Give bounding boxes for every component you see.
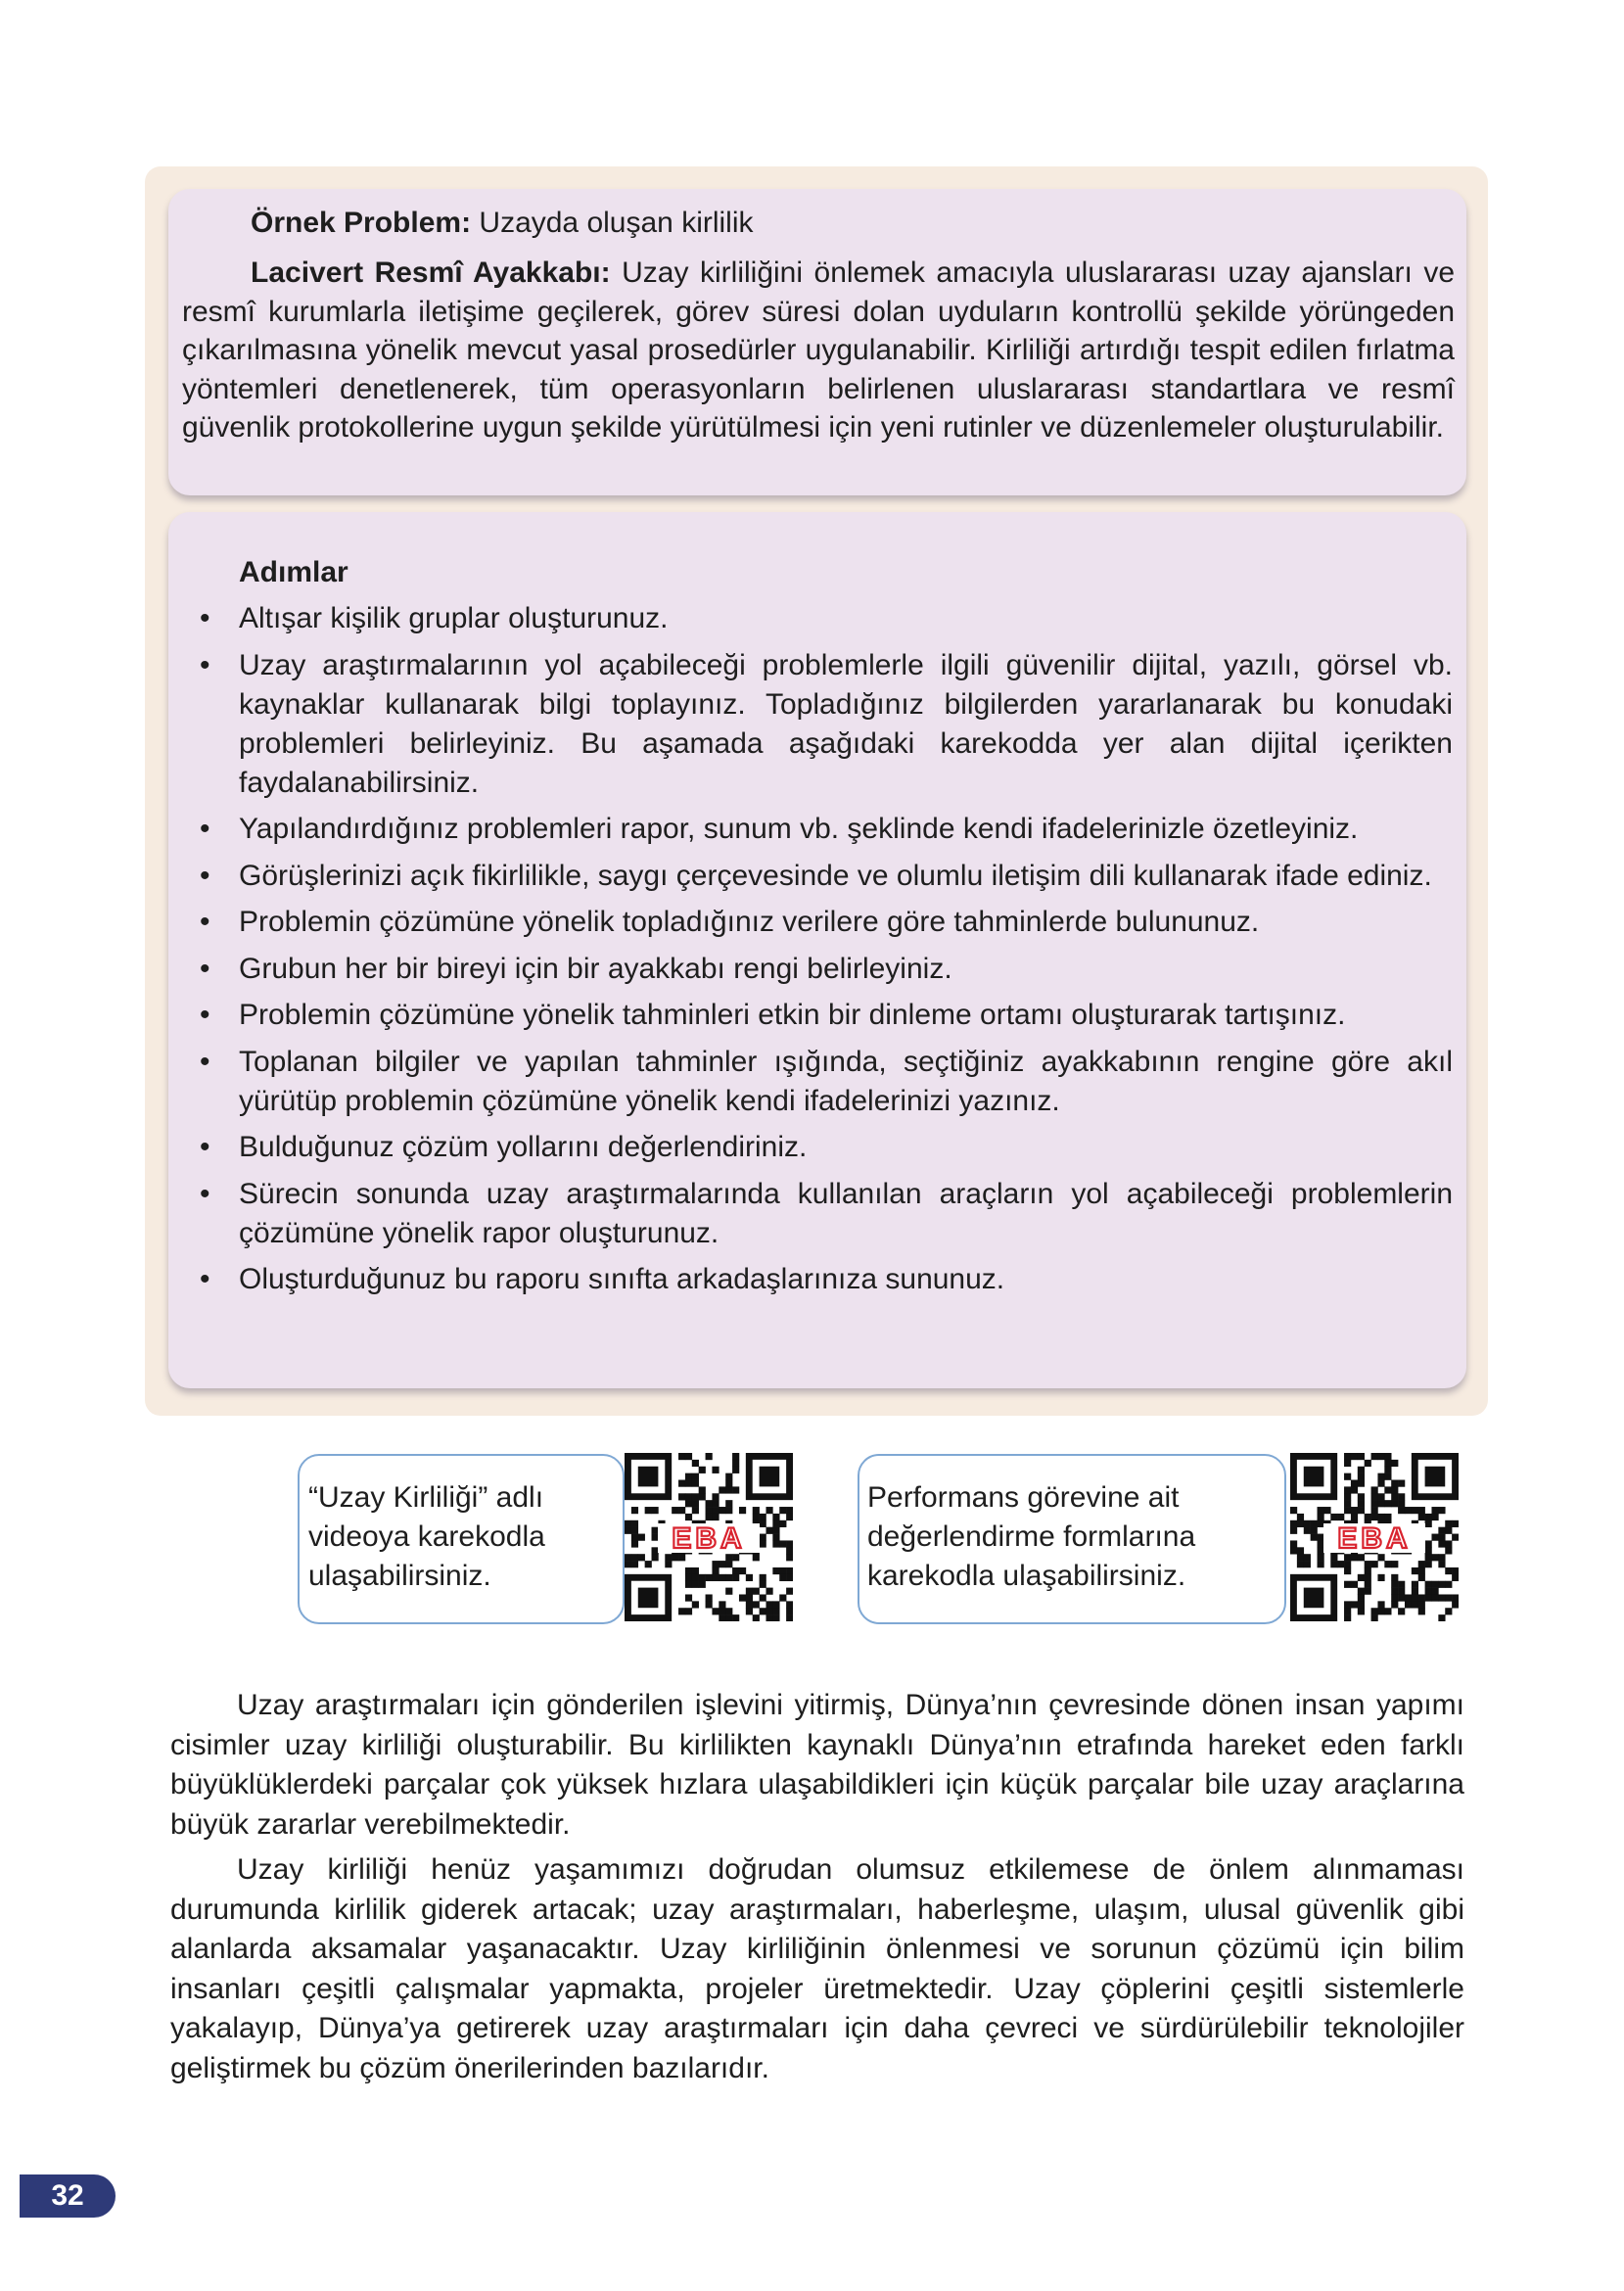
bullet-icon: • [200, 1263, 210, 1295]
bullet-icon: • [200, 999, 210, 1031]
step-text: Altışar kişilik gruplar oluşturunuz. [239, 602, 669, 634]
steps-title: Adımlar [239, 556, 348, 588]
step-item [200, 996, 1453, 1035]
qr-card-video-text: “Uzay Kirliliği” adlı videoya karekodla ulaşabilirsiniz. [308, 1481, 545, 1592]
step-item [200, 599, 1453, 638]
steps-list [200, 599, 1453, 1307]
bullet-icon: • [200, 906, 210, 938]
eba-badge-text: EBA [1337, 1522, 1412, 1555]
step-item [200, 1043, 1453, 1121]
step-text: Toplanan bilgiler ve yapılan tahminler ışığında, seçtiğiniz ayakkabının rengine göre akıl yürütüp problemin çözümüne yönelik kendi ifadelerinizi yazınız. [239, 1045, 1453, 1117]
eba-badge-text: EBA [672, 1522, 746, 1555]
bullet-icon: • [200, 813, 210, 845]
step-item [200, 1260, 1453, 1299]
bullet-icon: • [200, 648, 210, 681]
example-problem-title [182, 204, 1455, 243]
step-item [200, 810, 1453, 849]
step-item [200, 1175, 1453, 1253]
shoe-label: Lacivert Resmî Ayakkabı: [251, 257, 611, 289]
shoe-text: Uzay kirliliğini önlemek amacıyla uluslararası uzay ajansları ve resmî kurumlarla iletişime geçilerek, görev süresi dolan uyduların kontrollü şekilde yörüngeden çıkarılmasına yönelik mevcut yasal prosedürler uygulanabilir. Kirliliği artırdığı tespit edilen fırlatma yöntemleri denetlenerek, tüm operasyonların belirlenen uluslararası standartlara ve resmî güvenlik protokollerine uygun şekilde yürütülmesi için yeni rutinler ve düzenlemeler oluşturulabilir. [182, 257, 1456, 444]
qr-code-forms[interactable] [1290, 1453, 1459, 1621]
example-problem-text: Uzayda oluşan kirlilik [471, 207, 754, 239]
bullet-icon: • [200, 952, 210, 985]
step-text: Problemin çözümüne yönelik tahminleri etkin bir dinleme ortamı oluşturarak tartışınız. [239, 999, 1346, 1031]
step-text: Uzay araştırmalarının yol açabileceği problemlerle ilgili güvenilir dijital, yazılı, görsel vb. kaynaklar kullanarak bilgi toplayınız. Topladığınız bilgilerden yararlanarak bu konudaki problemleri belirleyiniz. Bu aşamada aşağıdaki karekodda yer alan dijital içerikten faydalanabilirsiniz. [239, 648, 1453, 799]
shoe-paragraph [182, 254, 1455, 447]
body-paragraph-1: Uzay araştırmaları için gönderilen işlevini yitirmiş, Dünya’nın çevresinde dönen insan yapımı cisimler uzay kirliliği oluşturabilir. Bu kirlilikten kaynaklı Dünya’nın etrafında hareket eden farklı büyüklüklerdeki parçalar çok yüksek hızlara ulaşabildikleri için küçük parçalar bile uzay araçlarına büyük zararlar verebilmektedir. [170, 1689, 1464, 1841]
step-item [200, 950, 1453, 989]
step-text: Yapılandırdığınız problemleri rapor, sunum vb. şeklinde kendi ifadelerinizle özetleyiniz. [239, 813, 1359, 845]
bullet-icon: • [200, 1177, 210, 1210]
step-text: Sürecin sonunda uzay araştırmalarında kullanılan araçların yol açabileceği problemlerin çözümüne yönelik rapor oluşturunuz. [239, 1177, 1453, 1249]
step-text: Oluşturduğunuz bu raporu sınıfta arkadaşlarınıza sununuz. [239, 1263, 1005, 1295]
step-item [200, 857, 1453, 896]
page-number: 32 [20, 2174, 116, 2218]
body-paragraph-2: Uzay kirliliği henüz yaşamımızı doğrudan olumsuz etkilemese de önlem alınmaması durumunda kirlilik giderek artacak; uzay araştırmaları, haberleşme, ulaşım, ulusal güvenlik gibi alanlarda aksamalar yaşanacaktır. Uzay kirliliğinin önlenmesi ve sorunun çözümü için bilim insanları çeşitli çalışmalar yapmakta, projeler üretmektedir. Uzay çöplerini çeşitli sistemlerle yakalayıp, Dünya’ya getirerek uzay araştırmaları için daha çevreci ve sürdürülebilir teknolojiler geliştirmek bu çözüm önerilerinden bazılarıdır. [170, 1853, 1464, 2084]
bullet-icon: • [200, 1131, 210, 1163]
bullet-icon: • [200, 859, 210, 892]
step-text: Bulduğunuz çözüm yollarını değerlendiriniz. [239, 1131, 808, 1163]
step-text: Problemin çözümüne yönelik topladığınız verilere göre tahminlerde bulununuz. [239, 906, 1260, 938]
qr-code-video[interactable] [625, 1453, 793, 1621]
qr-card-forms-text: Performans görevine ait değerlendirme formlarına karekodla ulaşabilirsiniz. [867, 1481, 1196, 1592]
step-item [200, 903, 1453, 942]
example-problem-label: Örnek Problem: [251, 207, 472, 239]
bullet-icon: • [200, 602, 210, 634]
step-item [200, 646, 1453, 803]
bullet-icon: • [200, 1045, 210, 1078]
step-text: Görüşlerinizi açık fikirlilikle, saygı çerçevesinde ve olumlu iletişim dili kullanarak ifade ediniz. [239, 859, 1432, 892]
step-item [200, 1128, 1453, 1167]
step-text: Grubun her bir bireyi için bir ayakkabı rengi belirleyiniz. [239, 952, 952, 985]
